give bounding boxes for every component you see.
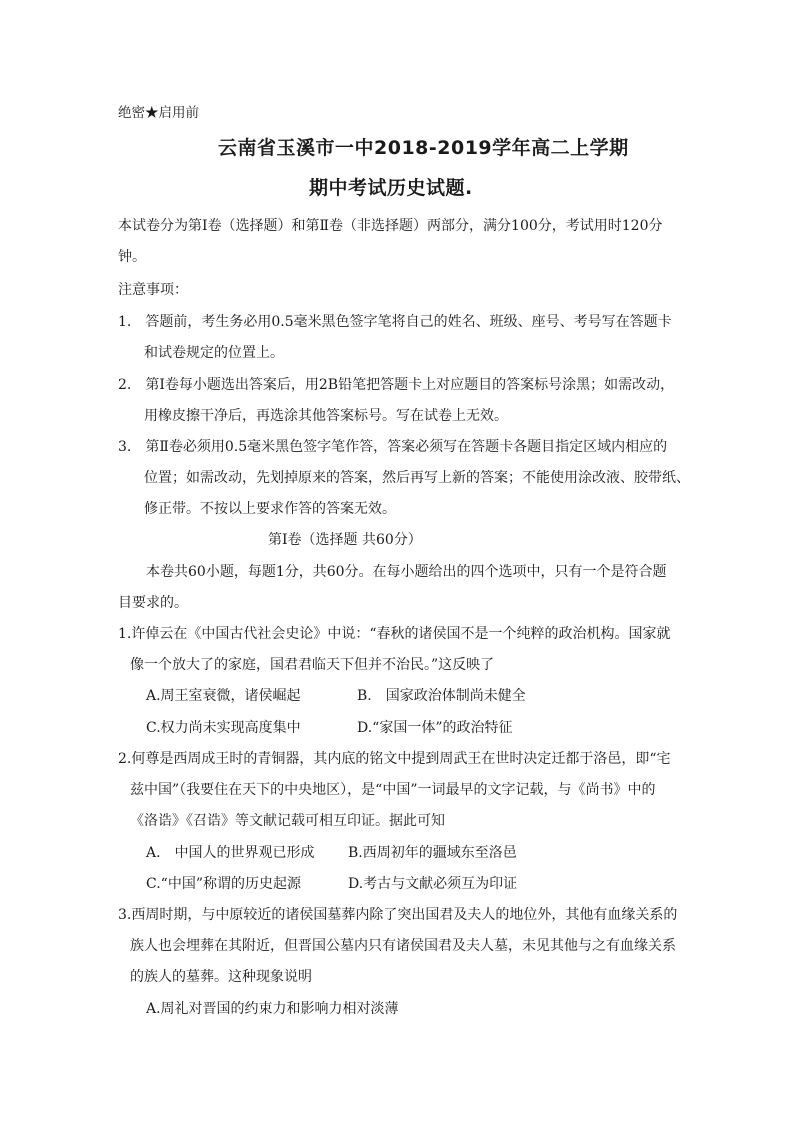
question-2-stem: 2.何尊是西周成王时的青铜器，其内底的铭文中提到周武王在世时决定迁都于洛邑，即“宅 [118, 751, 671, 767]
question-2-stem: 兹中国”（我要住在天下的中央地区），是“中国”一词最早的文字记载，与《尚书》中的 [130, 782, 656, 798]
note-3-line: 3. 第Ⅱ卷必须用0.5毫米黑色签字笔作答，答案必须写在答题卡各题目指定区域内相应的 [118, 439, 668, 455]
exam-title-line2: 期中考试历史试题. [309, 177, 473, 199]
question-2-stem: 《洛诰》《召诰》等文献记载可相互印证。据此可知 [130, 813, 445, 829]
question-3-option-a: A.周礼对晋国的约束力和影响力相对淡薄 [146, 1001, 399, 1017]
question-1-stem: 1.许倬云在《中国古代社会史论》中说：“春秋的诸侯国不是一个纯粹的政治机构。国家就 [118, 626, 671, 642]
note-2-line: 用橡皮擦干净后，再选涂其他答案标号。写在试卷上无效。 [144, 408, 508, 424]
question-3-stem: 的族人的墓葬。这种现象说明 [130, 969, 312, 985]
intro-line: 本试卷分为第Ⅰ卷（选择题）和第Ⅱ卷（非选择题）两部分，满分100分，考试用时120分 [118, 218, 663, 234]
note-2-line: 2. 第Ⅰ卷每小题选出答案后，用2B铅笔把答题卡上对应题目的答案标号涂黑；如需改动， [118, 377, 675, 393]
exam-title-line1: 云南省玉溪市一中2018-2019学年高二上学期 [218, 137, 629, 159]
question-2-option-c: C.“中国”称谓的历史起源 [146, 876, 301, 892]
question-2-option-d: D.考古与文献必须互为印证 [348, 876, 518, 892]
note-3-line: 位置；如需改动，先划掉原来的答案，然后再写上新的答案；不能使用涂改液、胶带纸、 [144, 470, 690, 486]
question-1-stem: 像一个放大了的家庭，国君君临天下但并不治民。”这反映了 [130, 657, 495, 673]
notice-heading: 注意事项： [118, 282, 188, 298]
question-1-option-d: D.“家国一体”的政治特征 [357, 720, 513, 736]
intro-line: 钟。 [118, 249, 146, 265]
question-2-option-a: A. 中国人的世界观已形成 [146, 845, 315, 861]
section-title: 第Ⅰ卷（选择题 共60分） [268, 532, 422, 548]
secret-label: 绝密★启用前 [118, 105, 199, 121]
question-1-option-c: C.权力尚未实现高度集中 [146, 720, 301, 736]
note-1-line: 1. 答题前，考生务必用0.5毫米黑色签字笔将自己的姓名、班级、座号、考号写在答题卡 [118, 314, 672, 330]
question-3-stem: 3.西周时期，与中原较近的诸侯国墓葬内除了突出国君及夫人的地位外，其他有血缘关系的 [118, 907, 678, 923]
section-instruction: 本卷共60小题，每题1分，共60分。在每小题给出的四个选项中，只有一个是符合题 [146, 564, 667, 580]
question-1-option-a: A.周王室衰微，诸侯崛起 [146, 688, 301, 704]
question-3-stem: 族人也会埋葬在其附近，但晋国公墓内只有诸侯国君及夫人墓，未见其他与之有血缘关系 [130, 938, 676, 954]
note-3-line: 修正带。不按以上要求作答的答案无效。 [144, 501, 396, 517]
question-1-option-b: B. 国家政治体制尚未健全 [357, 688, 526, 704]
note-1-line: 和试卷规定的位置上。 [144, 345, 284, 361]
section-instruction: 目要求的。 [118, 595, 188, 611]
question-2-option-b: B.西周初年的疆域东至洛邑 [348, 845, 517, 861]
